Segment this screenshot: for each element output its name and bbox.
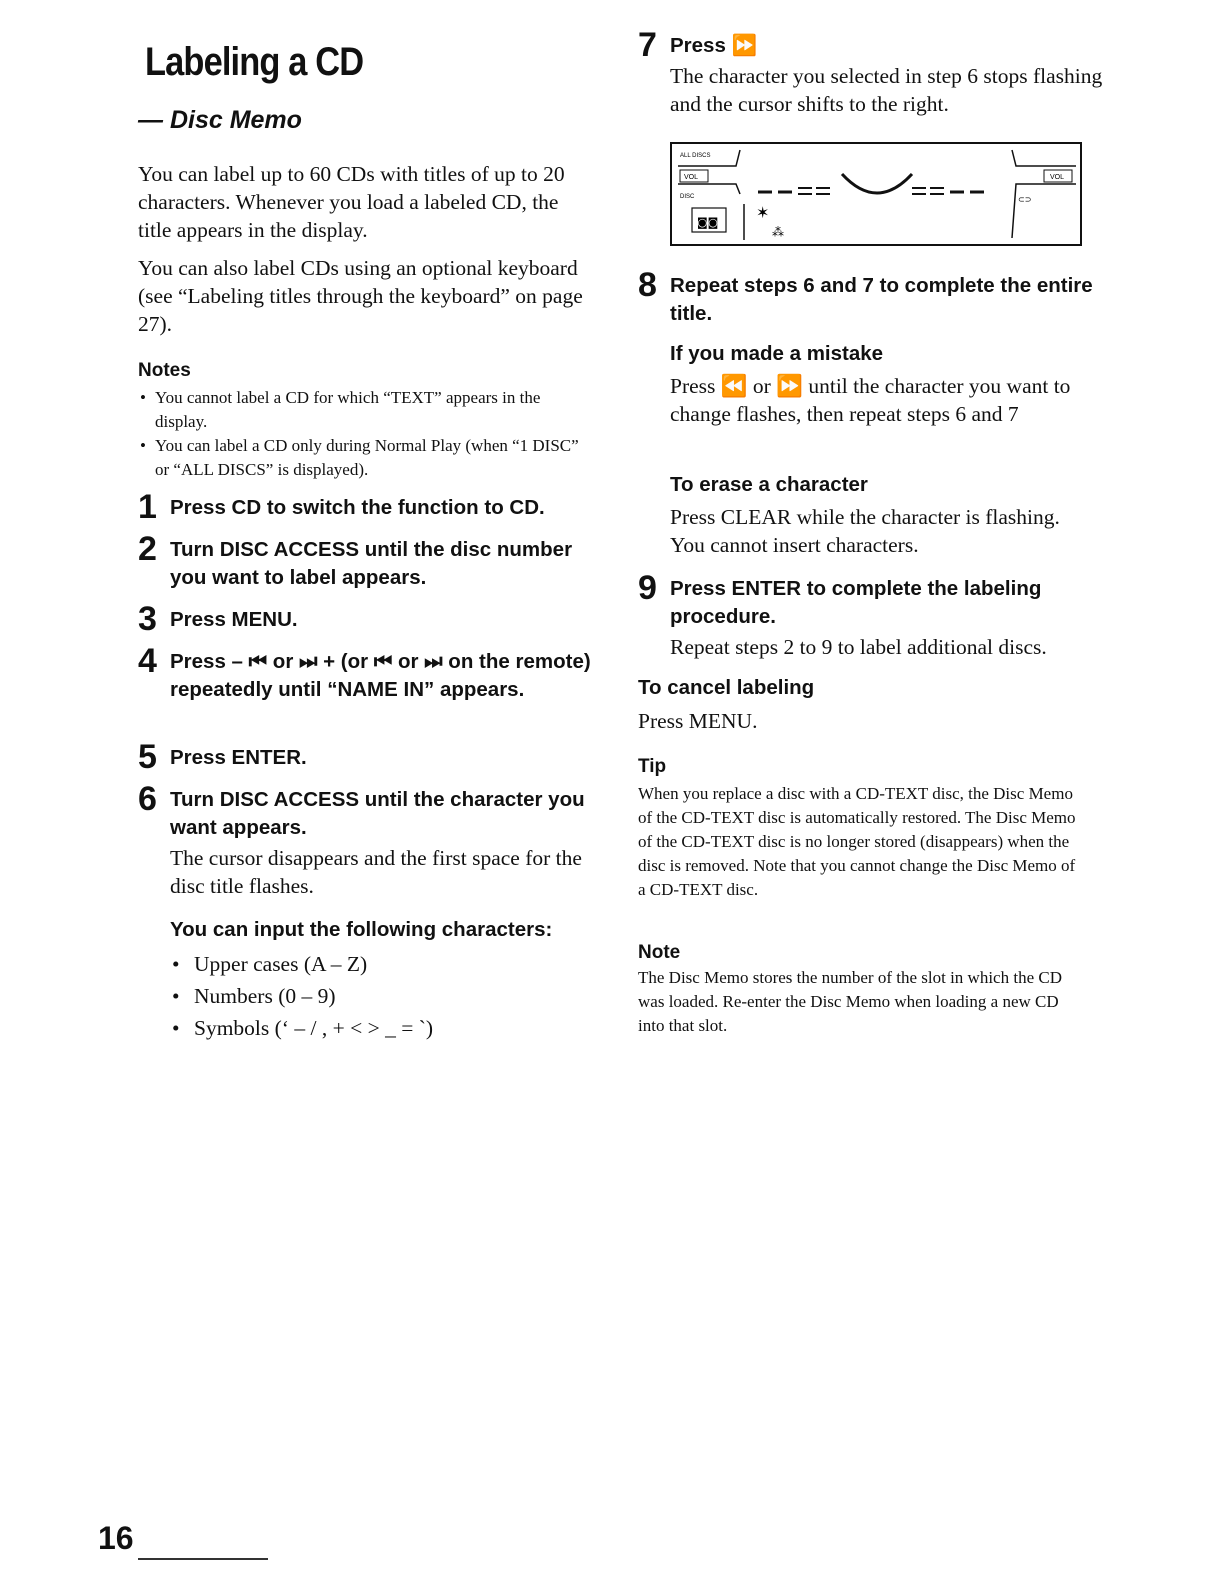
list-item: • Symbols (‘ – / , + < > _ = `)	[170, 1012, 590, 1044]
step-3	[138, 600, 610, 638]
vol-left-label: VOL	[684, 174, 699, 181]
step-text: Press ENTER to complete the labeling procedure.	[670, 577, 1042, 628]
all-discs-label: ALL DISCS	[680, 153, 711, 159]
step-text: Turn DISC ACCESS until the character you want appears.	[170, 788, 585, 839]
disc-label: DISC	[680, 194, 695, 200]
erase-text: Press CLEAR while the character is flashing. You cannot insert characters.	[670, 505, 1060, 557]
flash-marks-icon: ⁂	[772, 225, 784, 239]
intro-paragraph-1: You can label up to 60 CDs with titles of up to 20 characters. Whenever you load a labeled CD, the title appears in the display.	[138, 162, 565, 242]
step-text: Press CD to switch the function to CD.	[170, 496, 545, 519]
smile-arc	[842, 174, 912, 193]
step-7	[638, 26, 1110, 118]
step-text: Press ENTER.	[170, 746, 307, 769]
step-number: 5	[138, 738, 157, 776]
page-subtitle: — Disc Memo	[138, 106, 302, 134]
note-heading: Note	[638, 942, 681, 963]
step-number: 9	[638, 569, 657, 607]
page-rule	[138, 1558, 268, 1560]
step-1	[138, 488, 610, 526]
step-text: Turn DISC ACCESS until the disc number you want to label appears.	[170, 538, 573, 589]
remote-icon: ⊂⊃	[1018, 195, 1032, 204]
step-number: 4	[138, 642, 157, 680]
erase-heading: To erase a character	[670, 473, 868, 496]
step-number: 8	[638, 266, 657, 304]
step-number: 1	[138, 488, 157, 526]
step-6	[138, 780, 610, 900]
list-item: • Numbers (0 – 9)	[170, 980, 590, 1012]
display-diagram	[670, 142, 1082, 246]
mistake-heading: If you made a mistake	[670, 342, 884, 365]
vol-right-label: VOL	[1050, 174, 1065, 181]
note-text: The Disc Memo stores the number of the slot in which the CD was loaded. Re-enter the Disc Memo when loading a new CD into that slot.	[638, 968, 1062, 1035]
disc-icon: ◙◙	[697, 216, 719, 229]
flashing-cursor-icon: ✶	[756, 203, 770, 222]
notes-heading: Notes	[138, 360, 191, 381]
tip-heading: Tip	[638, 756, 667, 777]
step-number: 2	[138, 530, 157, 568]
note-item: • You cannot label a CD for which “TEXT” appears in the display.	[138, 386, 588, 434]
step-4	[138, 642, 610, 704]
list-item: • Upper cases (A – Z)	[170, 948, 590, 980]
step-number: 3	[138, 600, 157, 638]
note-item: • You can label a CD only during Normal Play (when “1 DISC” or “ALL DISCS” is displayed).	[138, 434, 588, 482]
input-characters-list	[170, 948, 590, 1044]
page-number: 16	[98, 1520, 134, 1556]
step-text: Repeat steps 6 and 7 to complete the entire title.	[670, 274, 1093, 325]
step-number: 7	[638, 26, 657, 64]
intro-paragraph-2: You can also label CDs using an optional keyboard (see “Labeling titles through the keyboard” on page 27).	[138, 256, 583, 336]
input-characters-heading: You can input the following characters:	[170, 918, 553, 941]
mistake-text: Press ⏪ or ⏩ until the character you want to change flashes, then repeat steps 6 and 7	[670, 374, 1071, 426]
tip-text: When you replace a disc with a CD-TEXT disc, the Disc Memo of the CD-TEXT disc is automatically restored. The Disc Memo of the CD-TEXT disc is no longer stored (disappears) when the disc is removed. Note that you cannot change the Disc Memo of a CD-TEXT disc.	[638, 784, 1076, 899]
step-description: Repeat steps 2 to 9 to label additional discs.	[670, 635, 1047, 659]
step-number: 6	[138, 780, 157, 818]
display-illustration	[672, 144, 1080, 244]
step-text: Press – ⏮ or ⏭ + (or ⏮ or ⏭ on the remote) repeatedly until “NAME IN” appears.	[170, 650, 591, 701]
notes-list	[138, 386, 588, 482]
cancel-text: Press MENU.	[638, 709, 758, 733]
step-5	[138, 738, 610, 776]
step-2	[138, 530, 610, 592]
step-description: The character you selected in step 6 stops flashing and the cursor shifts to the right.	[670, 64, 1103, 116]
step-8	[638, 266, 1110, 328]
step-9	[638, 569, 1110, 661]
step-text: Press MENU.	[170, 608, 298, 631]
page-title: Labeling a CD	[145, 40, 364, 84]
step-description: The cursor disappears and the first space for the disc title flashes.	[170, 846, 582, 898]
step-text: Press ⏩	[670, 34, 758, 57]
cancel-heading: To cancel labeling	[638, 676, 815, 699]
